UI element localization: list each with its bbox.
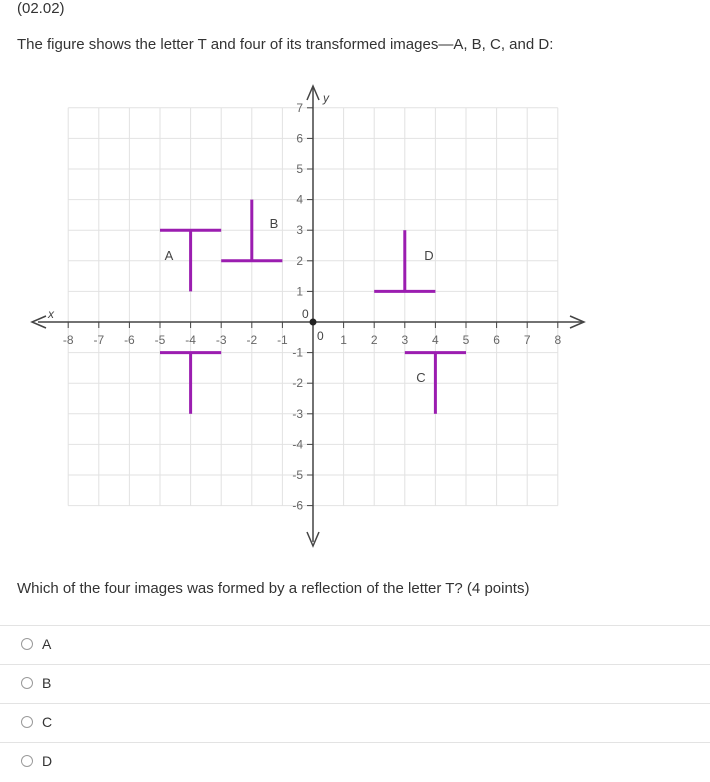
y-tick-label: -2 — [292, 376, 303, 391]
question-id: (02.02) — [17, 0, 65, 17]
y-tick-label: -6 — [292, 498, 303, 513]
option-label: A — [42, 636, 52, 652]
shape-labels — [165, 216, 434, 385]
axes — [32, 86, 584, 546]
x-tick-label: 1 — [340, 333, 347, 347]
label-C: C — [416, 370, 426, 385]
origin-label: 0 — [302, 307, 309, 321]
x-tick-label: -8 — [62, 333, 74, 347]
option-a[interactable] — [0, 625, 710, 664]
y-tick-label: -4 — [292, 437, 303, 452]
x-tick-label: -3 — [215, 333, 227, 347]
question-text: Which of the four images was formed by a reflection of the letter T? (4 points) — [17, 580, 530, 597]
label-B: B — [269, 216, 279, 231]
y-tick-label: 5 — [296, 162, 303, 176]
option-d[interactable] — [0, 742, 710, 781]
x-tick-label: -7 — [93, 333, 105, 347]
y-tick-label: -5 — [292, 468, 303, 482]
y-tick-label: 2 — [296, 253, 303, 268]
y-tick-label: 1 — [296, 284, 303, 299]
x-tick-label: 7 — [523, 333, 531, 347]
x-tick-label: 8 — [554, 333, 562, 347]
x-tick-label: 5 — [462, 333, 470, 347]
tick-labels — [63, 101, 562, 513]
y-tick-label: 6 — [296, 131, 303, 146]
x-tick-label: -4 — [185, 333, 196, 347]
x-axis-label: x — [48, 307, 54, 321]
x-tick-label: -2 — [246, 333, 258, 347]
option-label: D — [42, 753, 53, 769]
option-label: B — [42, 675, 52, 691]
question-prompt: The figure shows the letter T and four of its transformed images—A, B, C, and D: — [17, 36, 554, 53]
origin-label-2: 0 — [317, 329, 324, 343]
x-tick-label: 3 — [401, 333, 409, 347]
option-b[interactable] — [0, 664, 710, 703]
option-label: C — [42, 714, 53, 730]
radio-icon[interactable] — [21, 677, 33, 689]
radio-icon[interactable] — [21, 638, 33, 650]
y-tick-label: 4 — [296, 192, 303, 207]
y-axis-label: y — [323, 91, 329, 105]
origin-point — [310, 319, 317, 326]
coordinate-graph — [0, 80, 600, 550]
radio-icon[interactable] — [21, 716, 33, 728]
label-A: A — [164, 248, 174, 263]
radio-icon[interactable] — [21, 755, 33, 767]
x-tick-label: -1 — [277, 333, 288, 347]
x-tick-label: -6 — [124, 333, 135, 347]
y-tick-label: -3 — [292, 406, 303, 421]
answer-options — [0, 625, 710, 781]
label-D: D — [424, 248, 434, 263]
x-tick-label: 4 — [432, 333, 439, 347]
x-tick-label: 2 — [370, 333, 378, 347]
x-tick-label: -5 — [154, 333, 166, 347]
x-tick-label: 6 — [493, 333, 500, 347]
option-c[interactable] — [0, 703, 710, 742]
y-tick-label: 7 — [296, 100, 303, 115]
y-tick-label: -1 — [292, 345, 303, 360]
y-tick-label: 3 — [296, 223, 303, 238]
